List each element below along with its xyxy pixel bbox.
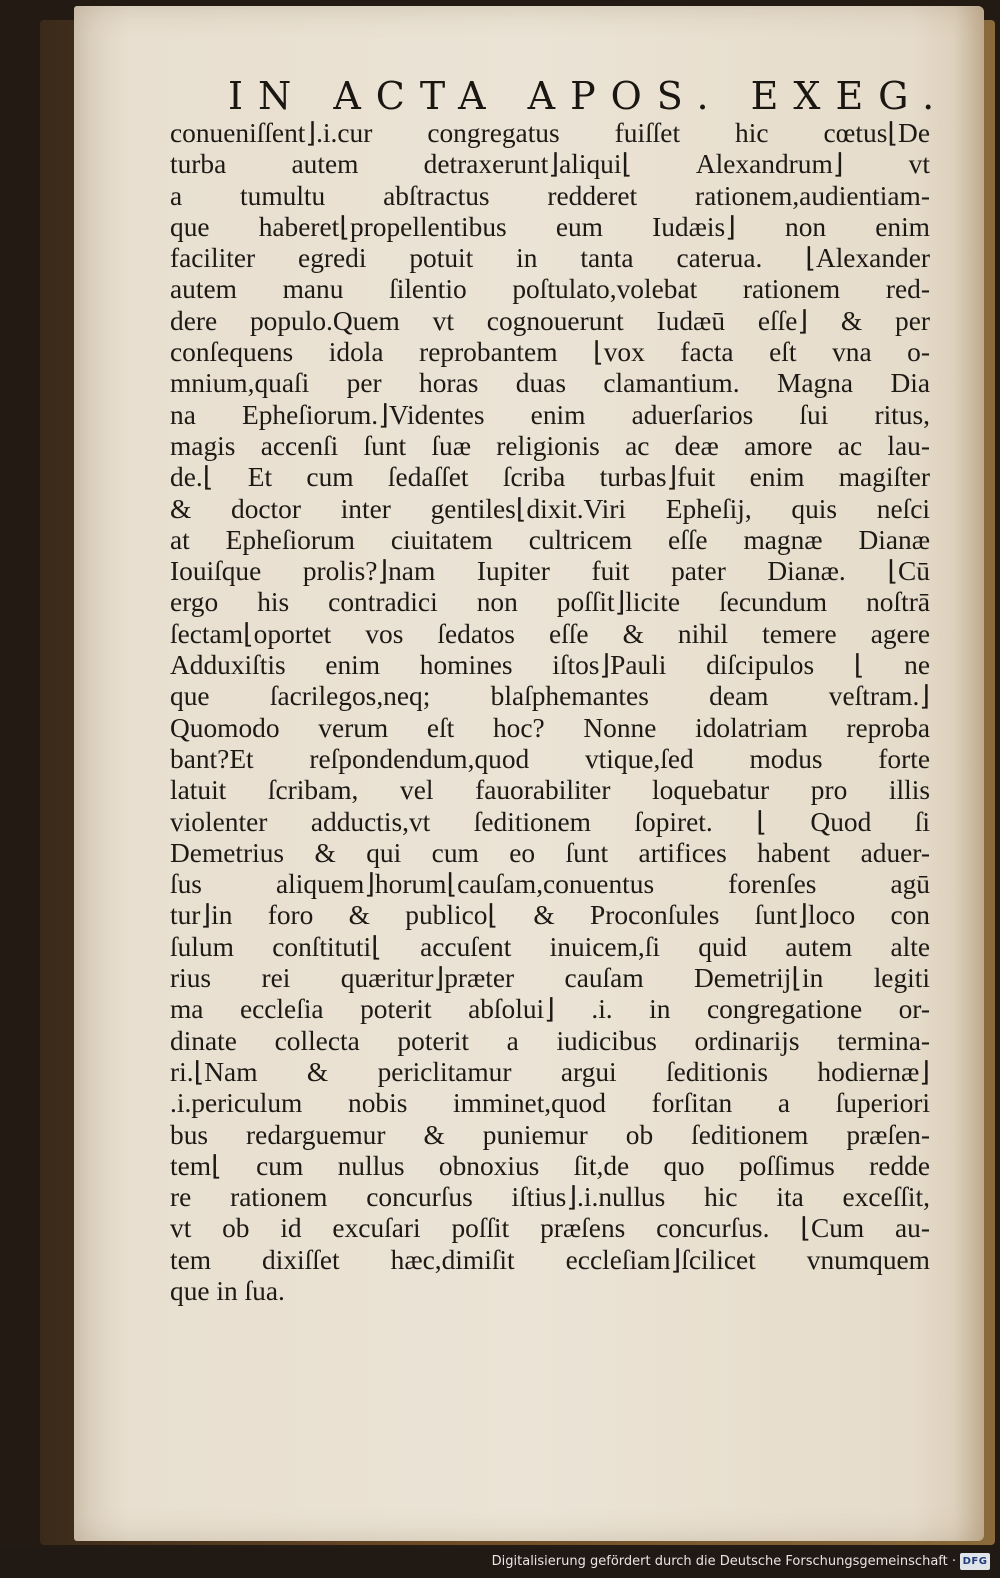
text-line: na Epheſiorum.⌋Videntes enim aduerſarios ſui ritus,	[170, 399, 930, 430]
text-line: autem manu ſilentio poſtulato,volebat rationem red-	[170, 274, 930, 305]
text-line: vt ob id excuſari poſſit præſens concurſus. ⌊Cum au-	[170, 1213, 930, 1244]
text-line: tem dixiſſet hæc,dimiſit eccleſiam⌋ſcilicet vnumquem	[170, 1244, 930, 1275]
text-line: dere populo.Quem vt cognouerunt Iudæū eſſe⌋ & per	[170, 305, 930, 336]
text-line: ri.⌊Nam & periclitamur argui ſeditionis hodiernæ⌋	[170, 1056, 930, 1087]
page-gutter-shadow	[954, 6, 984, 1541]
text-line: tem⌊ cum nullus obnoxius ſit,de quo poſſimus redde	[170, 1150, 930, 1181]
text-line: Iouiſque prolis?⌋nam Iupiter fuit pater Dianæ. ⌊Cū	[170, 556, 930, 587]
text-line: dinate collecta poterit a iudicibus ordinarijs termina-	[170, 1025, 930, 1056]
text-line: Adduxiſtis enim homines iſtos⌋Pauli diſcipulos ⌊ ne	[170, 650, 930, 681]
text-line: bus redarguemur & puniemur ob ſeditionem præſen-	[170, 1119, 930, 1150]
text-line: que in ſua.	[170, 1275, 285, 1306]
text-line: ſulum conſtituti⌊ accuſent inuicem,ſi quid autem alte	[170, 931, 930, 962]
text-line: magis accenſi ſunt ſuæ religionis ac deæ amore ac lau-	[170, 430, 930, 461]
text-line: ergo his contradici non poſſit⌋licite ſecundum noſtrā	[170, 587, 930, 618]
text-line: faciliter egredi potuit in tanta caterua. ⌊Alexander	[170, 243, 930, 274]
text-line: que haberet⌊propellentibus eum Iudæis⌋ non enim	[170, 211, 930, 242]
text-line: mnium,quaſi per horas duas clamantium. Magna Dia	[170, 368, 930, 399]
text-line: a tumultu abſtractus redderet rationem,audientiam-	[170, 180, 930, 211]
text-line: .i.periculum nobis imminet,quod forſitan a ſuperiori	[170, 1088, 930, 1119]
text-line: turba autem detraxerunt⌋aliqui⌊ Alexandrum⌋ vt	[170, 149, 930, 180]
text-line: bant?Et reſpondendum,quod vtique,ſed modus forte	[170, 743, 930, 774]
dfg-logo-text: DFG	[962, 1556, 988, 1567]
body-text	[170, 118, 930, 1307]
text-line: Quomodo verum eſt hoc? Nonne idolatriam reproba	[170, 712, 930, 743]
text-line: que ſacrilegos,neq; blaſphemantes deam veſtram.⌋	[170, 681, 930, 712]
running-head: IN ACTA APOS. EXEG.	[228, 74, 950, 118]
text-line: re rationem concurſus iſtius⌋.i.nullus hic ita exceſſit,	[170, 1182, 930, 1213]
text-line: Demetrius & qui cum eo ſunt artifices habent aduer-	[170, 837, 930, 868]
text-line: latuit ſcribam, vel fauorabiliter loquebatur pro illis	[170, 775, 930, 806]
text-line: at Epheſiorum ciuitatem cultricem eſſe magnæ Dianæ	[170, 524, 930, 555]
text-line: conueniſſent⌋.i.cur congregatus fuiſſet hic cœtus⌊De	[170, 118, 930, 148]
text-line: conſequens idola reprobantem ⌊vox facta eſt vna o-	[170, 337, 930, 368]
funding-note: Digitalisierung gefördert durch die Deutsche Forschungsgemeinschaft ·	[491, 1554, 956, 1569]
text-line: ſus aliquem⌋horum⌊cauſam,conuentus forenſes agū	[170, 869, 930, 900]
text-line: ſectam⌊oportet vos ſedatos eſſe & nihil temere agere	[170, 618, 930, 649]
text-line: violenter adductis,vt ſeditionem ſopiret. ⌊ Quod ſi	[170, 806, 930, 837]
text-line: & doctor inter gentiles⌊dixit.Viri Epheſij, quis neſci	[170, 493, 930, 524]
text-line: ma eccleſia poterit abſolui⌋ .i. in congregatione or-	[170, 994, 930, 1025]
dfg-logo	[960, 1553, 990, 1570]
text-line: de.⌊ Et cum ſedaſſet ſcriba turbas⌋fuit enim magiſter	[170, 462, 930, 493]
text-line: rius rei quæritur⌋præter cauſam Demetrij⌊in legiti	[170, 963, 930, 994]
text-line: tur⌋in foro & publico⌊ & Proconſules ſunt⌋loco con	[170, 900, 930, 931]
